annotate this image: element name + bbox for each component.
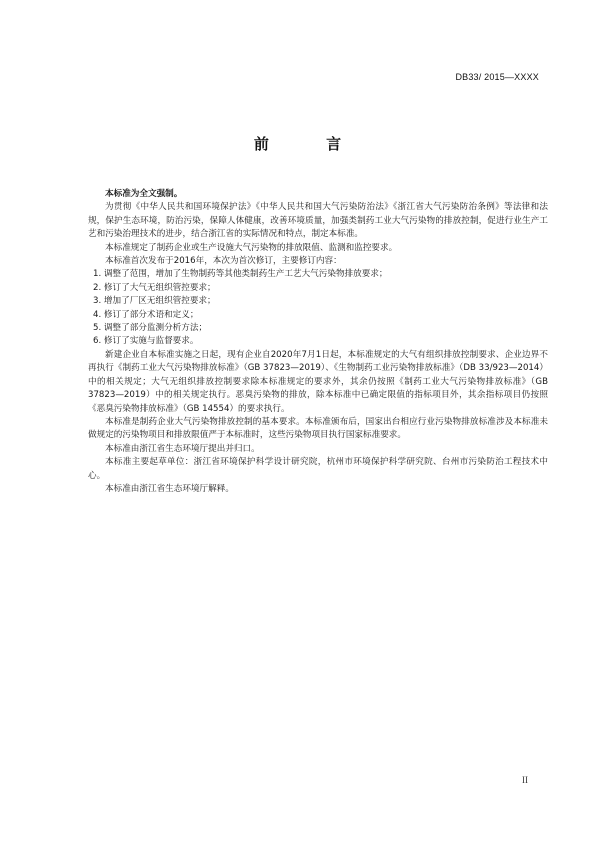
revision-item-5: 5. 调整了部分监测分析方法； [93,323,208,334]
revision-item-3: 3. 增加了厂区无组织管控要求； [93,296,216,307]
revision-item-6: 6. 修订了实施与监督要求。 [93,336,199,347]
page-number: II [522,775,528,785]
revision-item-1: 1. 调整了范围，增加了生物制药等其他类制药生产工艺大气污染物排放要求； [93,269,388,280]
paragraph-basic-requirement: 本标准是制药企业大气污染物排放控制的基本要求。本标准颁布后，国家出台相应行业污染物排放标准涉及本标准未做规定的污染物项目和排放限值严于本标准时，这些污染物项目执行国家标准要求。 [88,416,548,441]
foreword-body [88,188,548,496]
paragraph-revision-intro: 本标准首次发布于2016年，本次为首次修订，主要修订内容： [105,256,342,267]
paragraph-drafters: 本标准主要起草单位：浙江省环境保护科学设计研究院，杭州市环境保护科学研究院、台州市污染防治工程技术中心。 [88,457,548,481]
paragraph-scope: 本标准规定了制药企业或生产设施大气污染物的排放限值、监测和监控要求。 [105,242,398,253]
paragraph-mandatory: 本标准为全文强制。 [105,189,183,199]
page-title: 前 言 [253,135,368,153]
revision-item-4: 4. 修订了部分术语和定义； [93,309,199,320]
paragraph-proposer: 本标准由浙江省生态环境厅提出并归口。 [105,443,260,454]
paragraph-purpose: 为贯彻《中华人民共和国环境保护法》《中华人民共和国大气污染防治法》《浙江省大气污染防治条例》等法律和法规，保护生态环境，防治污染，保障人体健康，改善环境质量，加强类制药工业大气污染物的排放控制，促进行业生产工艺和污染治理技术的进步，结合浙江省的实际情况和特点，制定本标准。 [88,202,548,240]
paragraph-interpretation: 本标准由浙江省生态环境厅解释。 [105,483,234,494]
paragraph-implementation: 新建企业自本标准实施之日起，现有企业自2020年7月1日起，本标准规定的大气有组织排放控制要求、企业边界不再执行《制药工业大气污染物排放标准》（GB 37823—2019）、《生物制药工业污染物排放标准》（DB 33/923—2014）中的相关规定；大气无组织排放控制要求除本标准规定的要求外，其余仍按照《制药工业大气污染物排放标准》（GB 37823—2019）中的相关规定执行。恶臭污染物的排放，除本标准中已确定限值的指标项目外，其余指标项目仍按照《恶臭污染物排放标准》（GB 14554）的要求执行。 [88,349,548,414]
standard-code: DB33/ 2015—XXXX [455,72,539,82]
revision-item-2: 2. 修订了大气无组织管控要求； [93,282,216,293]
